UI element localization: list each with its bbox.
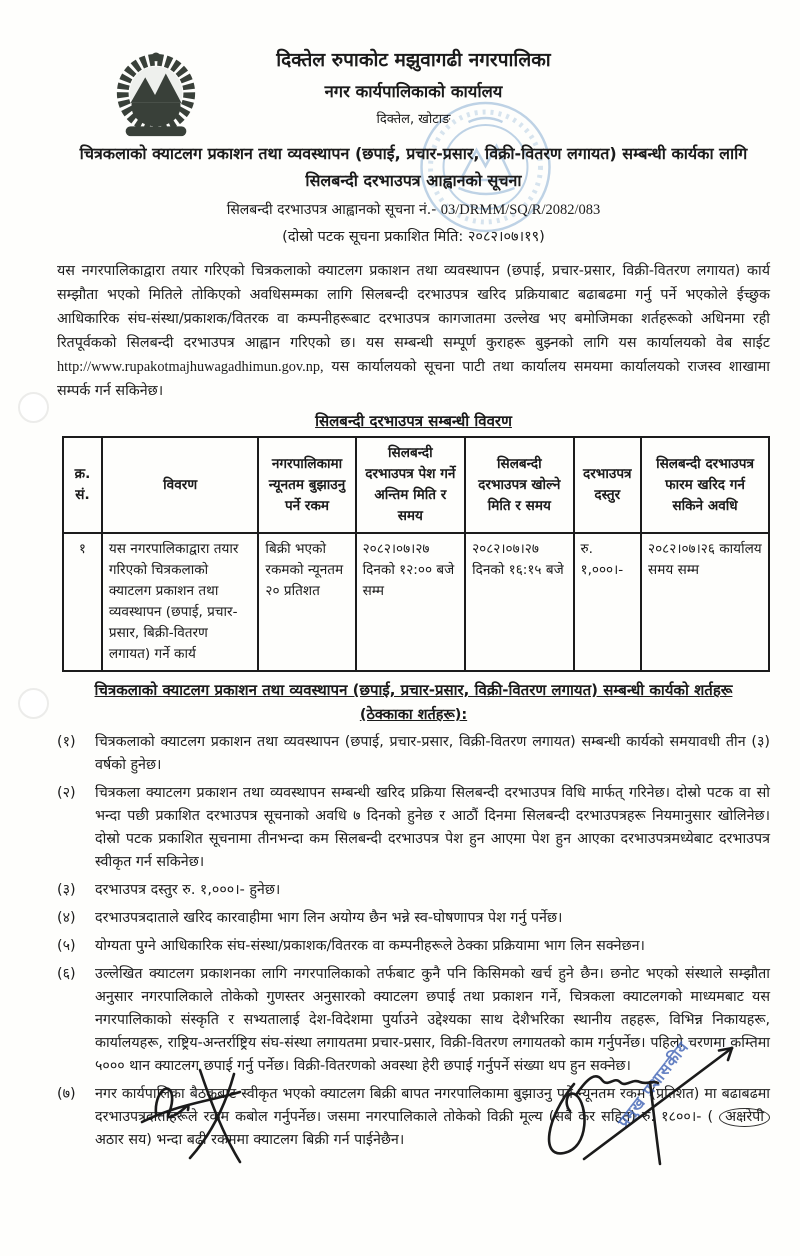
term-number: (७) [57,1086,76,1102]
office-name: नगर कार्यपालिकाको कार्यालय [324,82,503,101]
cell-form-purchase: २०८२।०७।२६ कार्यालय समय सम्म [641,533,769,671]
term7-text-before: नगर कार्यपालिका बैठकबाट स्वीकृत भएको क्याटलग बिक्री बापत नगरपालिकामा बुझाउनु पर्ने न्यूनतम रकम (प्रतिशत) मा बढाबढमा दरभाउपत्रदाताहरूले रकम कबोल गर्नुपर्नेछ। जसमा नगरपालिकाले तोकेको विक्री मूल्य (सबै कर सहित) रु. १८००।- ( [95,1086,770,1125]
office-location: दिक्तेल, खोटाङ [376,112,451,127]
col-header-sn: क्र. सं. [63,437,102,533]
cell-sn: १ [63,533,102,671]
notice-title-line1: चित्रकलाको क्याटलग प्रकाशन तथा व्यवस्थापन (छपाई, प्रचार-प्रसार, विक्री-वितरण लगायत) सम्बन्धी कार्यका लागि [79,144,748,163]
term-item-5 [57,935,770,958]
punch-hole [18,688,49,719]
term7-text-after: अठार सय) भन्दा बढी रकममा क्याटलग बिक्री गर्न पाईनेछैन। [95,1132,405,1148]
cell-opening: २०८२।०७।२७ दिनको १६:१५ बजे [465,533,573,671]
col-header-submission-deadline: सिलबन्दी दरभाउपत्र पेश गर्ने अन्तिम मिति र समय [356,437,465,533]
term-text: चित्रकलाको क्याटलग प्रकाशन तथा व्यवस्थापन (छपाई, प्रचार-प्रसार, विक्री-वितरण लगायत) सम्बन्धी कार्यको समयावधी तीन (३) वर्षको हुनेछ। [95,734,770,773]
notice-number-line [57,200,770,219]
signature-right [528,1022,763,1182]
term-number: (५) [57,938,76,954]
website-url: http://www.rupakotmajhuwagadhimun.gov.np, [57,359,324,375]
intro-text-after-url: यस कार्यालयको सूचना पाटी तथा कार्यालय समयमा कार्यालयको राजस्व शाखामा सम्पर्क गर्न सकिनेछ। [57,359,770,399]
terms-subheading: (ठेक्काका शर्तहरू): [359,707,468,723]
cell-submission-deadline: २०८२।०७।२७ दिनको १२:०० बजे सम्म [356,533,465,671]
term-number: (४) [57,910,76,926]
term-text: दरभाउपत्र दस्तुर रु. १,०००।- हुनेछ। [95,882,281,898]
table-title: सिलबन्दी दरभाउपत्र सम्बन्धी विवरण [315,412,512,430]
term-text: दरभाउपत्रदाताले खरिद कारवाहीमा भाग लिन अयोग्य छैन भन्ने स्व-घोषणापत्र पेश गर्नु पर्नेछ। [95,910,563,926]
term-text: चित्रकला क्याटलग प्रकाशन तथा व्यवस्थापन सम्बन्धी खरिद प्रक्रिया सिलबन्दी दरभाउपत्र विधि मार्फत् गरिनेछ। दोस्रो पटक वा सो भन्दा पछी प्रकाशित दरभाउपत्र सूचनाको अवधि ७ दिनको हुनेछ र आठौं दिनमा सिलबन्दी दरभाउपत्रहरू नियमानुसार खोलिनेछ। दोस्रो पटक प्रकाशित सूचनामा तीनभन्दा कम सिलबन्दी दरभाउपत्र पेश हुन आएमा पेश हुन आएका दरभाउपत्रमध्येबाट दरभाउपत्र स्वीकृत गर्न सकिनेछ। [95,785,770,870]
col-header-description: विवरण [102,437,259,533]
notice-title-block [57,141,770,246]
term7-circled-word: अक्षरेपी [719,1108,770,1127]
table-row [63,533,769,671]
publish-date-line: (दोस्रो पटक सूचना प्रकाशित मिति: २०८२।०७।१९) [282,229,545,245]
municipality-name: दिक्तेल रुपाकोट मझुवागढी नगरपालिका [276,49,551,71]
punch-hole [18,392,49,423]
cell-fee: रु. १,०००।- [574,533,642,671]
municipality-emblem [106,52,206,142]
term-number: (३) [57,882,76,898]
notice-number-label: सिलबन्दी दरभाउपत्र आह्वानको सूचना नं.- [226,202,437,218]
term-item-1 [57,731,770,777]
cao-stamp-text: प्रमुख प्रशासकीय [614,1037,693,1131]
col-header-form-purchase: सिलबन्दी दरभाउपत्र फारम खरिद गर्न सकिने अवधि [641,437,769,533]
terms-heading: चित्रकलाको क्याटलग प्रकाशन तथा व्यवस्थापन (छपाई, प्रचार-प्रसार, विक्री-वितरण लगायत) सम्बन्धी कार्यको शर्तहरू [94,681,733,699]
intro-text-before-url: यस नगरपालिकाद्वारा तयार गरिएको चित्रकलाको क्याटलग प्रकाशन तथा व्यवस्थापन (छपाई, प्रचार-प्रसार, विक्री-वितरण लगायत) कार्य सम्झौता भएको मितिले तोकिएको अवधिसम्मका लागि सिलबन्दी दरभाउपत्र खरिद प्रक्रियाबाट बढाबढमा गर्नु पर्ने भएकोले ईच्छुक आधिकारिक संघ-संस्था/प्रकाशक/वितरक वा कम्पनीहरूबाट दरभाउपत्र कागजातमा उल्लेख भए बमोजिमका शर्तहरूको अधिनमा रही रितपूर्वकको सिलबन्दी दरभाउपत्र आह्वान गरिएको छ। यस सम्बन्धी सम्पूर्ण कुराहरू बुझ्नको लागि यस कार्यालयको वेब साईट [57,263,770,351]
col-header-min-amount: नगरपालिकामा न्यूनतम बुझाउनु पर्ने रकम [258,437,355,533]
cell-description: यस नगरपालिकाद्वारा तयार गरिएको चित्रकलाको क्याटलग प्रकाशन तथा व्यवस्थापन (छपाई, प्रचार-प्रसार, बिक्री-वितरण लगायत) गर्ने कार्य [102,533,259,671]
term-number: (१) [57,734,76,750]
term-number: (६) [57,966,76,982]
term-text: उल्लेखित क्याटलग प्रकाशनका लागि नगरपालिकाको तर्फबाट कुनै पनि किसिमको खर्च हुने छैन। छनोट भएको संस्थाले सम्झौता अनुसार नगरपालिकाले तोकेको गुणस्तर अनुसारको क्याटलग छपाई तथा प्रकाशन गर्ने, चित्रकला क्याटलगको माध्यमबाट यस नगरपालिकाको संस्कृति र सभ्यतालाई देश-विदेशमा पुर्याउने उद्देश्यका साथ देशैभरिका स्थानीय तहहरू, विभिन्न निकायहरू, कार्यालयहरू, राष्ट्रिय-अन्तर्राष्ट्रिय संघ-संस्था लगायतमा प्रचार-प्रसार, विक्री-वितरण लगायतको काम गर्नुपर्नेछ। पहिलो चरणमा कम्तिमा ५००० थान क्याटलग छपाई गर्नु पर्नेछ। विक्री-वितरणको अवस्था हेरी छपाई गर्नुपर्ने संख्या थप हुन सक्नेछ। [95,966,770,1074]
term-text: योग्यता पुग्ने आधिकारिक संघ-संस्था/प्रकाशक/वितरक वा कम्पनीहरूले ठेक्का प्रक्रियामा भाग लिन सक्नेछन। [95,938,645,954]
term-item-4 [57,907,770,930]
notice-title-line2: सिलबन्दी दरभाउपत्र आह्वानको सूचना [305,171,522,190]
term-number: (२) [57,785,76,801]
col-header-fee: दरभाउपत्र दस्तुर [574,437,642,533]
term-item-2 [57,782,770,874]
term-item-3 [57,879,770,902]
col-header-opening: सिलबन्दी दरभाउपत्र खोल्ने मिति र समय [465,437,573,533]
table-header-row [63,437,769,533]
signature-left [128,1042,303,1167]
intro-paragraph [57,259,770,403]
notice-number-value: 03/DRMM/SQ/R/2082/083 [440,202,601,218]
cell-min-amount: बिक्री भएको रकमको न्यूनतम २० प्रतिशत [258,533,355,671]
tender-details-table [62,436,770,672]
